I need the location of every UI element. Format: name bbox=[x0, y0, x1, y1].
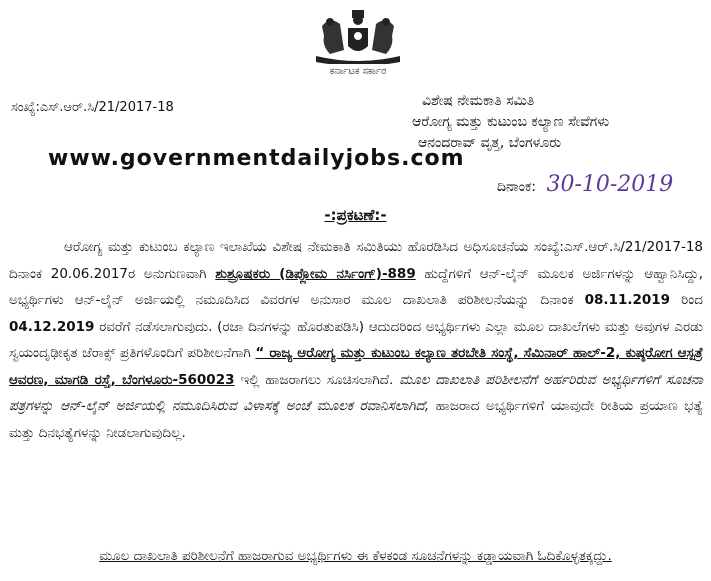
body-segment-6: ಮೂಲ ದಾಖಲಾತಿ ಪರಿಶೀಲನೆಗೆ ಅರ್ಹರಿರುವ ಅಭ್ಯರ್ಥಿಗಳಿಗೆ ಸೂಚನಾ ಪತ್ರಗಳನ್ನು ಆನ್-ಲೈನ್ ಅರ್ಜಿಯಲ್ಲಿ ನಮೂದಿಸಿರುವ ವಿಳಾಸಕ್ಕೆ ಅಂಚೆ ಮೂಲಕ ರವಾನಿಸಲಾಗಿದೆ, bbox=[9, 371, 703, 414]
office-line-department: ಆರೋಗ್ಯ ಮತ್ತು ಕುಟುಂಬ ಕಲ್ಯಾಣ ಸೇವೆಗಳು bbox=[412, 114, 610, 130]
notice-heading-text: -:ಪ್ರಕಟಣೆ:- bbox=[324, 206, 387, 224]
handwritten-date: 30-10-2019 bbox=[546, 172, 674, 197]
date-row bbox=[497, 172, 673, 197]
footer-instruction bbox=[0, 548, 711, 564]
date-label: ದಿನಾಂಕ: bbox=[497, 179, 536, 195]
state-emblem-icon bbox=[308, 6, 408, 64]
body-segment-3: ರಿಂದ bbox=[670, 292, 703, 308]
end-date: 04.12.2019 bbox=[9, 318, 95, 335]
body-segment-1: ಆರೋಗ್ಯ ಮತ್ತು ಕುಟುಂಬ ಕಲ್ಯಾಣ ಇಲಾಖೆಯ ವಿಶೇಷ ನೇಮಕಾತಿ ಸಮಿತಿಯು ಹೊರಡಿಸಿದ ಅಧಿಸೂಚನೆಯ ಸಂಖ್ಯೆ:ಎಸ್.ಆರ್.ಸಿ/21/2017-18 ದಿನಾಂಕ 20.06.2017ರ ಅನುಗುಣವಾಗಿ bbox=[9, 239, 703, 282]
emblem-label: ಕರ್ನಾಟಕ ಸರ್ಕಾರ bbox=[329, 66, 387, 77]
body-segment-4: ರವರೆಗೆ ನಡೆಸಲಾಗುವುದು. (ರಜಾ ದಿನಗಳನ್ನು ಹೊರತುಪಡಿಸಿ) ಆದುದರಿಂದ ಅಭ್ಯರ್ಥಿಗಳು ಎಲ್ಲಾ ಮೂಲ ದಾಖಲೆಗಳು ಮತ್ತು ಅವುಗಳ ಎರಡು ಸ್ವಯಂದೃಢೀಕೃತ ಜೆರಾಕ್ಸ್ ಪ್ರತಿಗಳೊಂದಿಗೆ ಪರಿಶೀಲನೆಗಾಗಿ bbox=[9, 318, 703, 361]
body-segment-5: ಇಲ್ಲಿ ಹಾಜರಾಗಲು ಸೂಚಿಸಲಾಗಿದೆ. bbox=[234, 371, 400, 388]
notice-paragraph bbox=[9, 234, 703, 446]
start-date: 08.11.2019 bbox=[584, 292, 671, 308]
reference-number: ಸಂಖ್ಯೆ:ಎಸ್.ಆರ್.ಸಿ/21/2017-18 bbox=[11, 100, 174, 115]
notice-heading bbox=[0, 206, 711, 224]
office-address bbox=[412, 91, 609, 154]
office-line-location: ಆನಂದರಾವ್ ವೃತ್ತ, ಬೆಂಗಳೂರು bbox=[418, 135, 562, 151]
footer-instruction-text: ಮೂಲ ದಾಖಲಾತಿ ಪರಿಶೀಲನೆಗೆ ಹಾಜರಾಗುವ ಅಭ್ಯರ್ಥಿಗಳು ಈ ಕೆಳಕಂಡ ಸೂಚನೆಗಳನ್ನು ಕಡ್ಡಾಯವಾಗಿ ಓದಿಕೊಳ್ಳತಕ್ಕದ್ದು. bbox=[99, 548, 612, 564]
notice-body bbox=[9, 234, 703, 446]
website-watermark: www.governmentdailyjobs.com bbox=[48, 146, 465, 171]
body-segment-2: ಹುದ್ದೆಗಳಿಗೆ ಆನ್-ಲೈನ್ ಮೂಲಕ ಅರ್ಜಿಗಳನ್ನು ಆಹ್ವಾನಿಸಿದ್ದು, ಅಭ್ಯರ್ಥಿಗಳು ಆನ್-ಲೈನ್ ಅರ್ಜಿಯಲ್ಲಿ ನಮೂದಿಸಿದ ವಿವರಗಳ ಅನುಸಾರ ಮೂಲ ದಾಖಲಾತಿ ಪರಿಶೀಲನೆಯನ್ನು ದಿನಾಂಕ bbox=[9, 265, 703, 308]
body-segment-7: ಹಾಜರಾದ ಅಭ್ಯರ್ಥಿಗಳಿಗೆ ಯಾವುದೇ ರೀತಿಯ ಪ್ರಯಾಣ ಭತ್ಯೆ ಮತ್ತು ದಿನಭತ್ಯೆಗಳನ್ನು ನೀಡಲಾಗುವುದಿಲ್ಲ. bbox=[9, 398, 704, 441]
venue-address: “ ರಾಜ್ಯ ಆರೋಗ್ಯ ಮತ್ತು ಕುಟುಂಬ ಕಲ್ಯಾಣ ತರಬೇತಿ ಸಂಸ್ಥೆ, ಸೆಮಿನಾರ್ ಹಾಲ್-2, ಕುಷ್ಠರೋಗ ಆಸ್ಪತ್ರೆ ಆವರಣ, ಮಾಗಡಿ ರಸ್ತೆ, ಬೆಂಗಳೂರು-560023 bbox=[9, 345, 704, 388]
office-line-committee: ವಿಶೇಷ ನೇಮಕಾತಿ ಸಮಿತಿ bbox=[422, 93, 535, 109]
post-name: ಶುಶ್ರೂಷಕರು (ಡಿಪ್ಲೋಮ ನರ್ಸಿಂಗ್)-889 bbox=[215, 265, 416, 282]
